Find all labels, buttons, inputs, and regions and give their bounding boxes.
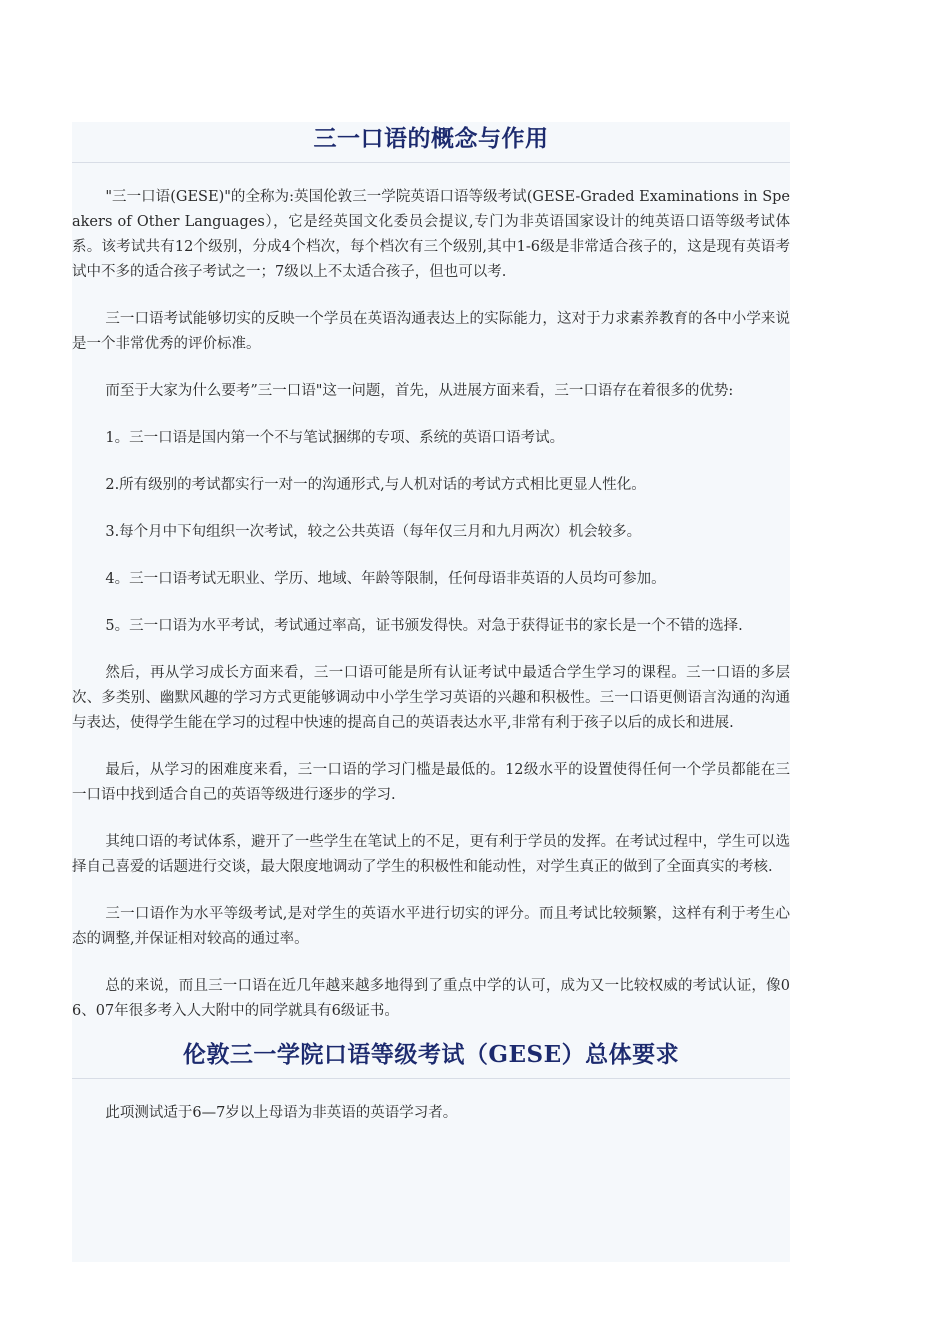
list-item: 3.每个月中下旬组织一次考试，较之公共英语（每年仅三月和九月两次）机会较多。 bbox=[105, 524, 642, 540]
paragraph: 而至于大家为什么要考”三一口语"这一问题，首先，从进展方面来看，三一口语存在着很多的优势: bbox=[105, 383, 734, 399]
paragraph: 最后，从学习的困难度来看，三一口语的学习门槛是最低的。12级水平的设置使得任何一个学员都能在三一口语中找到适合自己的英语等级进行逐步的学习. bbox=[72, 762, 790, 803]
paragraph: 其纯口语的考试体系，避开了一些学生在笔试上的不足，更有利于学员的发挥。在考试过程中，学生可以选择自己喜爱的话题进行交谈，最大限度地调动了学生的积极性和能动性，对学生真正的做到了全面真实的考核. bbox=[72, 834, 790, 875]
paragraph: "三一口语(GESE)"的全称为:英国伦敦三一学院英语口语等级考试(GESE-Graded Examinations in Speakers of Other Languages），它是经英国文化委员会提议,专门为非英语国家设计的纯英语口语等级考试体系。该考试共有12个级别，分成4个档次，每个档次有三个级别,其中1-6级是非常适合孩子的，这是现有英语考试中不多的适合孩子考试之一；7级以上不太适合孩子，但也可以考. bbox=[72, 189, 790, 280]
section-title-requirements: 伦敦三一学院口语等级考试（GESE）总体要求 bbox=[72, 1038, 790, 1079]
article-panel bbox=[72, 122, 790, 1262]
paragraph: 此项测试适于6—7岁以上母语为非英语的英语学习者。 bbox=[105, 1105, 458, 1121]
paragraph: 三一口语作为水平等级考试,是对学生的英语水平进行切实的评分。而且考试比较频繁，这样有利于考生心态的调整,并保证相对较高的通过率。 bbox=[72, 906, 790, 947]
list-item: 4。三一口语考试无职业、学历、地域、年龄等限制，任何母语非英语的人员均可参加。 bbox=[105, 571, 666, 587]
section-body-concept bbox=[72, 163, 790, 1024]
paragraph: 三一口语考试能够切实的反映一个学员在英语沟通表达上的实际能力，这对于力求素养教育的各中小学来说是一个非常优秀的评价标准。 bbox=[72, 311, 790, 352]
list-item: 5。三一口语为水平考试，考试通过率高，证书颁发得快。对急于获得证书的家长是一个不错的选择. bbox=[105, 618, 743, 634]
list-item: 1。三一口语是国内第一个不与笔试捆绑的专项、系统的英语口语考试。 bbox=[105, 430, 565, 446]
section-body-requirements bbox=[72, 1079, 790, 1126]
list-item: 2.所有级别的考试都实行一对一的沟通形式,与人机对话的考试方式相比更显人性化。 bbox=[105, 477, 646, 493]
paragraph: 然后，再从学习成长方面来看，三一口语可能是所有认证考试中最适合学生学习的课程。三一口语的多层次、多类别、幽默风趣的学习方式更能够调动中小学生学习英语的兴趣和积极性。三一口语更侧语言沟通的沟通与表达，使得学生能在学习的过程中快速的提高自己的英语表达水平,非常有利于孩子以后的成长和进展. bbox=[72, 665, 790, 731]
paragraph: 总的来说，而且三一口语在近几年越来越多地得到了重点中学的认可，成为又一比较权威的考试认证，像06、07年很多考入人大附中的同学就具有6级证书。 bbox=[72, 978, 790, 1019]
section-title-concept: 三一口语的概念与作用 bbox=[72, 122, 790, 163]
